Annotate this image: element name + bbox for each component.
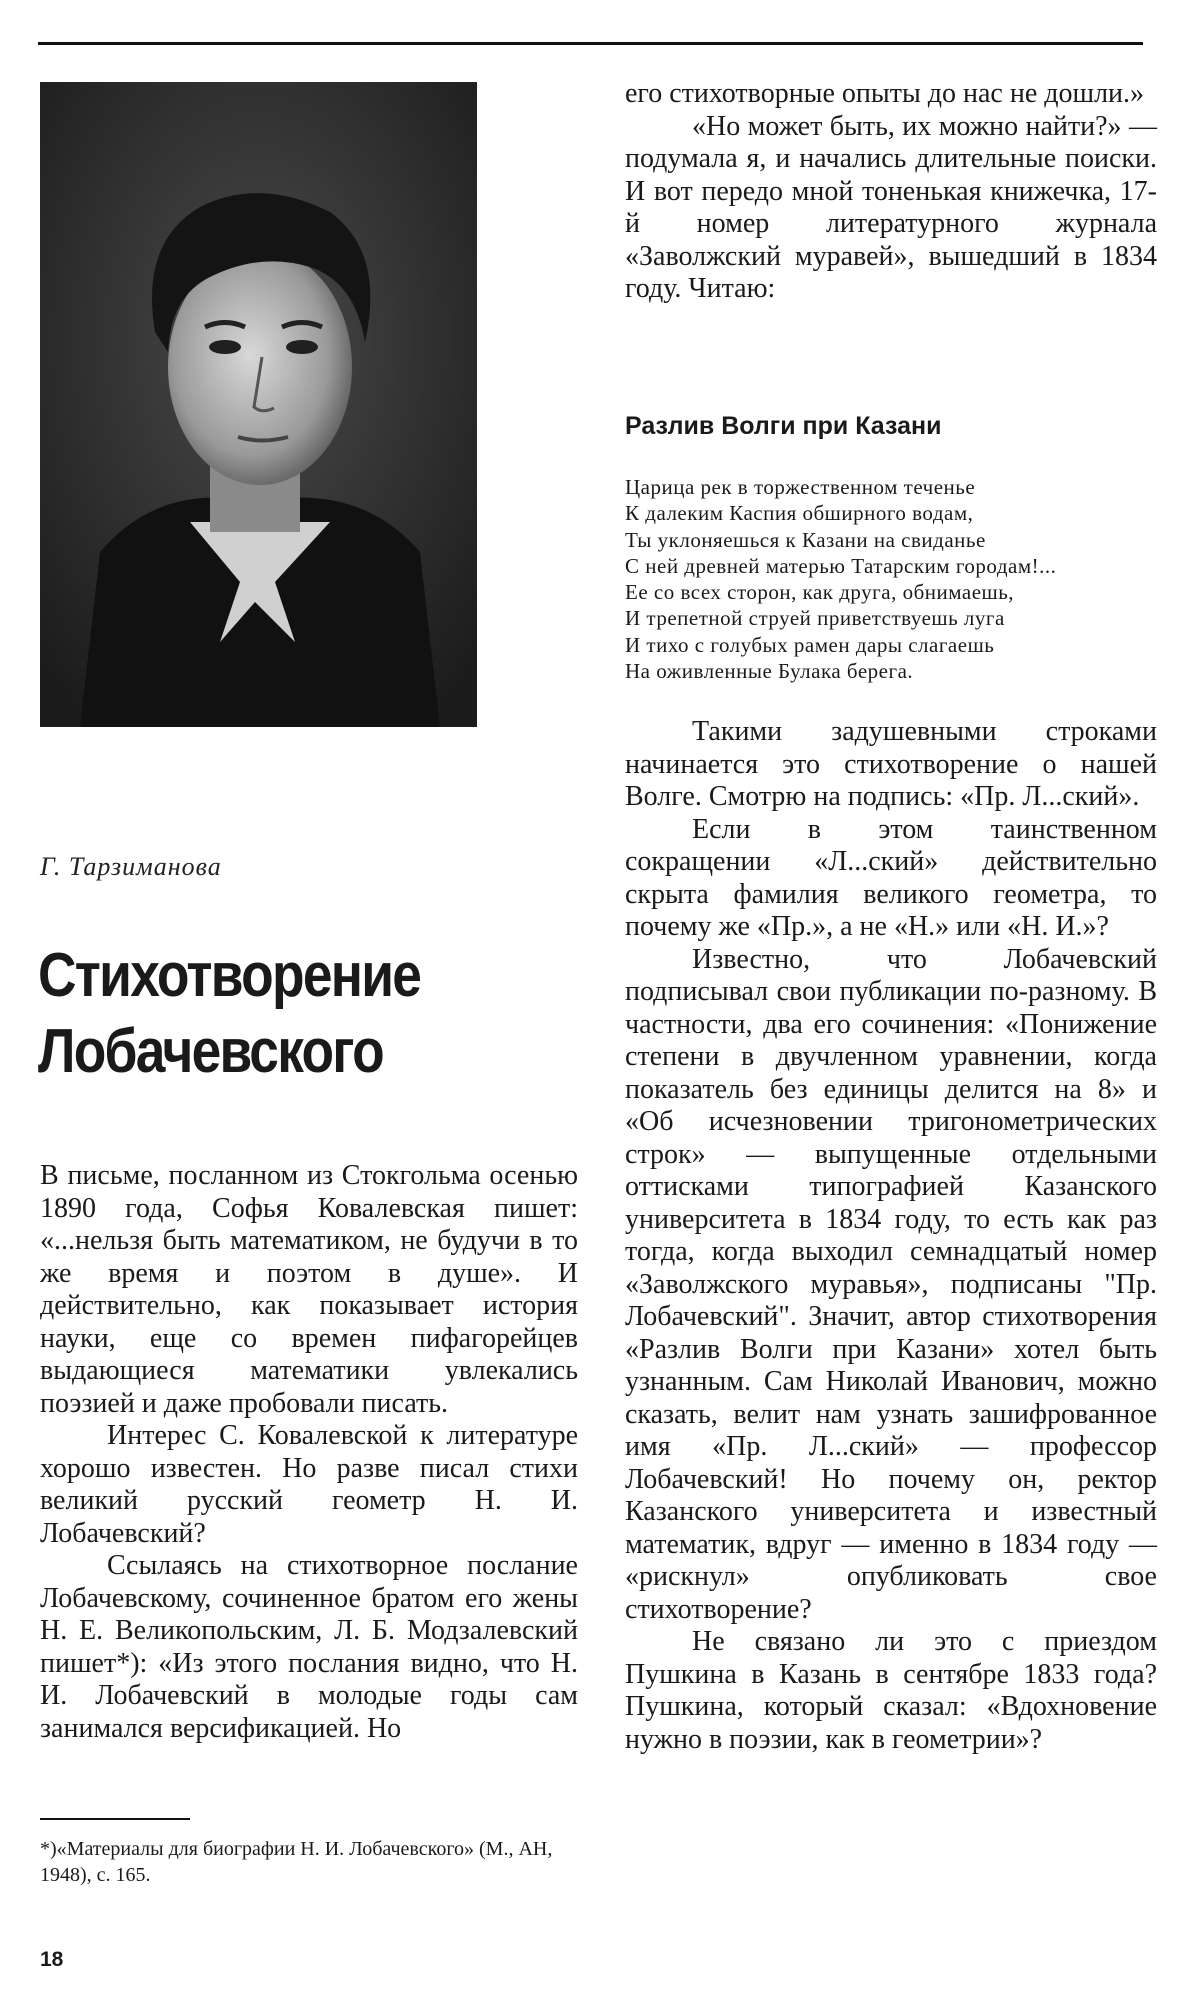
title-line: Стихотворение <box>38 941 421 1010</box>
poem <box>625 474 1165 684</box>
right-column-bottom <box>625 716 1157 1756</box>
paragraph: Ссылаясь на стихотворное послание Лобачевскому, сочиненное братом его жены Н. Е. Великопольским, Л. Б. Модзалевский пишет*): «Из этого послания видно, что Н. И. Лобачевский в молодые годы сам занимался версификацией. Но <box>40 1550 578 1744</box>
paragraph: Если в этом таинственном сокращении «Л...ский» действительно скрыта фамилия великого геометра, то почему же «Пр.», а не «Н.» или «Н. И.»? <box>625 813 1157 942</box>
paragraph: его стихотворные опыты до нас не дошли.» <box>625 78 1145 109</box>
article-title <box>38 938 421 1090</box>
portrait-illustration <box>40 82 477 727</box>
footnote: *)«Материалы для биографии Н. И. Лобачевского» (М., АН, 1948), с. 165. <box>40 1838 553 1886</box>
paragraph: Известно, что Лобачевский подписывал свои публикации по-разному. В частности, два его сочинения: «Понижение степени в двучленном уравнении, когда показатель без единицы делится на 8» и «Об исчезновении тригонометрических строк» — выпущенные отдельными оттисками типографией Казанского университета в 1834 году, то есть как раз тогда, когда выходил семнадцатый номер «Заволжского муравья», подписаны "Пр. Лобачевский". Значит, автор стихотворения «Разлив Волги при Казани» хотел быть узнанным. Сам Николай Иванович, можно сказать, велит нам узнать зашифрованное имя «Пр. Л...ский» — профессор Лобачевский! Но почему он, ректор Казанского университета и известный математик, вдруг — именно в 1834 году — «рискнул» опубликовать свое стихотворение? <box>625 943 1157 1625</box>
poem-line: И трепетной струей приветствуешь луга <box>625 606 1005 631</box>
poem-line: С ней древней матерью Татарским городам!... <box>625 553 1057 578</box>
top-rule <box>38 42 1143 45</box>
footnote-rule <box>40 1818 190 1820</box>
right-column-top <box>625 78 1157 306</box>
paragraph: «Но может быть, их можно найти?» — подумала я, и начались длительные поиски. И вот передо мной тоненькая книжечка, 17-й номер литературного журнала «Заволжский муравей», вышедший в 1834 году. Читаю: <box>625 110 1157 304</box>
left-column <box>40 1160 578 1745</box>
poem-line: На оживленные Булака берега. <box>625 659 914 684</box>
author-name: Г. Тарзиманова <box>40 852 222 881</box>
paragraph: Такими задушевными строками начинается это стихотворение о нашей Волге. Смотрю на подпись: «Пр. Л...ский». <box>625 716 1157 812</box>
title-line: Лобачевского <box>38 1017 383 1086</box>
paragraph: Не связано ли это с приездом Пушкина в Казань в сентябре 1833 года? Пушкина, который сказал: «Вдохновение нужно в поэзии, как в геометрии»? <box>625 1626 1157 1755</box>
poem-line: Царица рек в торжественном теченье <box>625 475 976 499</box>
poem-line: К далеким Каспия обширного водам, <box>625 501 974 526</box>
poem-line: Ты уклоняешься к Казани на свиданье <box>625 527 986 552</box>
portrait-image <box>40 82 477 727</box>
paragraph: В письме, посланном из Стокгольма осенью 1890 года, Софья Ковалевская пишет: «...нельзя быть математиком, не будучи в то же время и поэтом в душе». И действительно, как показывает история науки, еще со времен пифагорейцев выдающиеся математики увлекались поэзией и даже пробовали писать. <box>40 1160 578 1419</box>
paragraph: Интерес С. Ковалевской к литературе хорошо известен. Но разве писал стихи великий русский геометр Н. И. Лобачевский? <box>40 1420 578 1549</box>
poem-line: Ее со всех сторон, как друга, обнимаешь, <box>625 580 1015 605</box>
poem-line: И тихо с голубых рамен дары слагаешь <box>625 632 995 657</box>
page-number: 18 <box>40 1948 64 1971</box>
poem-title: Разлив Волги при Казани <box>625 412 942 440</box>
